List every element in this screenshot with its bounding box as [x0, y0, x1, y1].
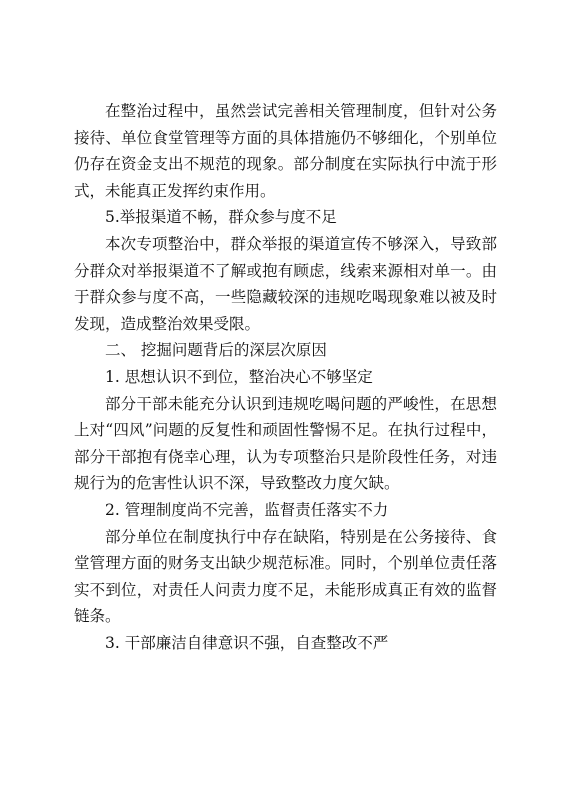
subheading-self-discipline: 3. 干部廉洁自律意识不强，自查整改不严: [105, 633, 389, 652]
paragraph-public-participation: 本次专项整治中，群众举报的渠道宣传不够深入，导致部分群众对举报渠道不了解或抱有顾虑，线索来源相对单一。由于群众参与度不高，一些隐藏较深的违规吃喝现象难以被及时发现，造成整治效果受限。: [74, 234, 497, 333]
paragraph-rectification-measures: 在整治过程中，虽然尝试完善相关管理制度，但针对公务接待、单位食堂管理等方面的具体措施仍不够细化，个别单位仍存在资金支出不规范的现象。部分制度在实际执行中流于形式，未能真正发挥约束作用。: [74, 102, 497, 200]
paragraph-system-defects: 部分单位在制度执行中存在缺陷，特别是在公务接待、食堂管理方面的财务支出缺少规范标准。同时，个别单位责任落实不到位，对责任人问责力度不足，未能形成真正有效的监督链条。: [74, 527, 497, 626]
subheading-ideological-awareness: 1. 思想认识不到位，整治决心不够坚定: [105, 367, 373, 386]
subheading-reporting-channels: 5.举报渠道不畅，群众参与度不足: [105, 208, 337, 227]
subheading-management-system: 2. 管理制度尚不完善，监督责任落实不力: [105, 500, 389, 519]
document-body: [74, 98, 497, 656]
section-heading-deep-causes: 二、 挖掘问题背后的深层次原因: [105, 341, 327, 360]
paragraph-cadre-awareness: 部分干部未能充分认识到违规吃喝问题的严峻性，在思想上对“四风”问题的反复性和顽固性警惕不足。在执行过程中，部分干部抱有侥幸心理，认为专项整治只是阶段性任务，对违规行为的危害性认识不深，导致整改力度欠缺。: [74, 394, 497, 493]
